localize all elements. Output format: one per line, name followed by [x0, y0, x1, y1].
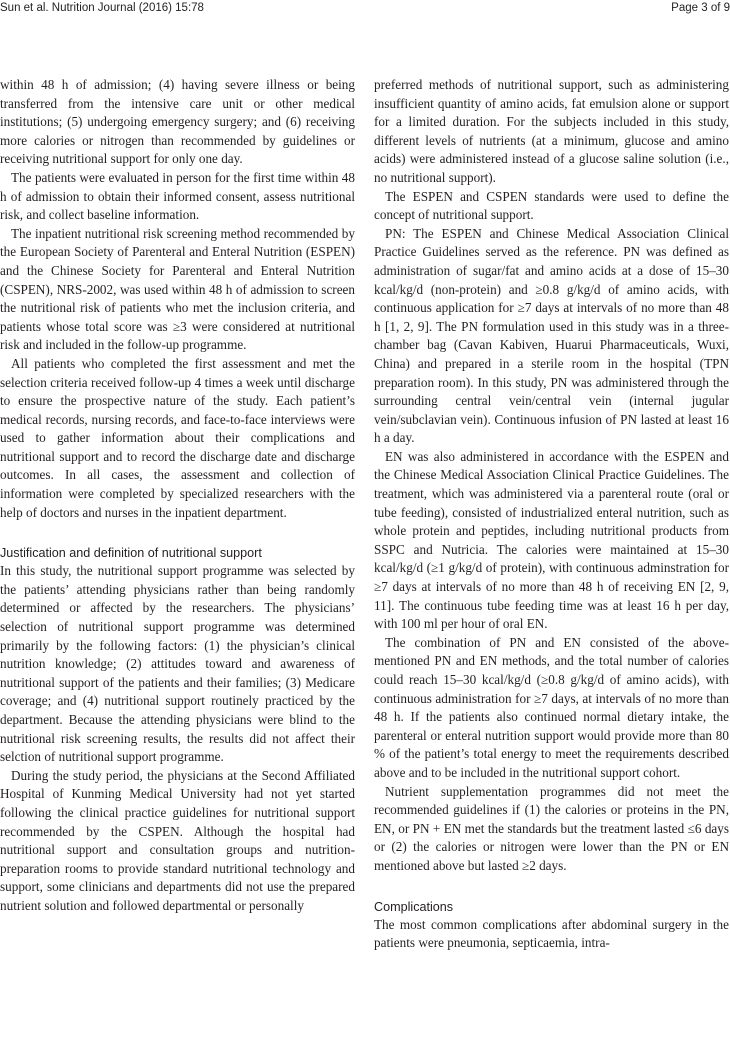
paragraph: Nutrient supplementation programmes did not meet the recommended guidelines if (1) the calories or proteins in the PN, EN, or PN + EN met the standards but the treatment lasted ≤6 days or (2) the calories or nitrogen were lower than the PN or EN mentioned above but lasted ≥2 days.: [374, 783, 729, 873]
paragraph: In this study, the nutritional support programme was selected by the patients’ attending physicians rather than being randomly determined or affected by the researchers. The physicians’ selection of nutritional support programme was determined primarily by the following factors: (1) the physician’s clinical nutrition knowledge; (2) attitudes toward and awareness of nutritional support of the patients and their families; (3) Medicare coverage; and (4) nutritional support routinely practiced by the department. Because the attending physicians were blind to the nutritional risk screening results, the results did not affect their selction of nutritional support programme.: [0, 563, 355, 765]
section-heading: Justification and definition of nutritional support: [0, 546, 262, 561]
section-heading: Complications: [374, 899, 454, 914]
paragraph: within 48 h of admission; (4) having severe illness or being transferred from the intensive care unit or other medical institutions; (5) undergoing emergency surgery; and (6) receiving more calories or nitrogen than recommended by guidelines or receiving nutritional support for only one day.: [0, 77, 355, 167]
paragraph: The inpatient nutritional risk screening method recommended by the European Society of Parenteral and Enteral Nutrition (ESPEN) and the Chinese Society for Parenteral and Enteral Nutrition (CSPEN), NRS-2002, was used within 48 h of admission to screen the nutritional risk of patients who met the inclusion criteria, and patients whose total score was ≥3 were considered at nutritional risk and included in the follow-up programme.: [0, 225, 355, 353]
page-number: Page 3 of 9: [671, 2, 730, 14]
paragraph: EN was also administered in accordance with the ESPEN and the Chinese Medical Association Clinical Practice Guidelines. The treatment, which was administered via a parenteral route (oral or tube feeding), consisted of industrialized enteral nutrition, such as whole protein and peptides, including nutritional products from SSPC and Nutricia. The calories were maintained at 15–30 kcal/kg/d (≥1 g/kg/d of protein), with continuous adminstration for ≥7 days at intervals of no more than 48 h of receiving EN [2, 9, 11]. The continuous tube feeding time was at least 16 h per day, with 100 ml per hour of oral EN.: [374, 448, 729, 632]
paragraph: The most common complications after abdominal surgery in the patients were pneumonia, septicaemia, intra-: [374, 916, 729, 951]
paragraph: The combination of PN and EN consisted of the above-mentioned PN and EN methods, and the total number of calories could reach 15–30 kcal/kg/d (≥0.8 g/kg/d of amino acids), with continuous administration for ≥7 days, at intervals of no more than 48 h. If the patients also continued normal dietary intake, the parenteral or enteral nutrition support would provide more than 80 % of the patient’s total energy to meet the requirements described above and to be included in the nutritional support cohort.: [374, 634, 729, 780]
journal-citation: Sun et al. Nutrition Journal (2016) 15:78: [0, 2, 204, 14]
paragraph: preferred methods of nutritional support, such as administering insufficient quantity of amino acids, fat emulsion alone or support for a limited duration. For the subjects included in this study, different levels of nutrients (at a minimum, glucose and amino acids) were administered instead of a glucose saline solution (i.e., no nutritional support).: [374, 77, 729, 185]
paragraph: The ESPEN and CSPEN standards were used to define the concept of nutritional support.: [374, 188, 729, 223]
paragraph: The patients were evaluated in person for the first time within 48 h of admission to obtain their informed consent, assess nutritional risk, and collect baseline information.: [0, 169, 355, 223]
paragraph: During the study period, the physicians at the Second Affiliated Hospital of Kunming Medical University had not yet started following the clinical practice guidelines for nutritional support recommended by the CSPEN. Although the hospital had nutritional support and consultation groups and nutrition-preparation rooms to provide standard nutritional technology and support, some clinicians and departments did not use the prepared nutrient solution and followed departmental or personally: [0, 767, 355, 913]
running-header: [0, 0, 730, 20]
right-column: [374, 76, 729, 953]
paragraph: All patients who completed the first assessment and met the selection criteria received follow-up 4 times a week until discharge to ensure the prospective nature of the study. Each patient’s medical records, nursing records, and face-to-face interviews were used to gather information about their complications and nutritional support and to record the discharge date and discharge outcomes. In all cases, the assessment and collection of information were completed by specialized researchers with the help of doctors and nurses in the inpatient department.: [0, 355, 355, 520]
paragraph: PN: The ESPEN and Chinese Medical Association Clinical Practice Guidelines served as the reference. PN was defined as administration of sugar/fat and amino acids at a dose of 15–30 kcal/kg/d (non-protein) and ≥0.8 g/kg/d of amino acids, with continuous application for ≥7 days at intervals of no more than 48 h [1, 2, 9]. The PN formulation used in this study was in a three-chamber bag (Cavan Kabiven, Huarui Pharmaceuticals, Wuxi, China) and prepared in a sterile room in the hospital (TPN preparation room). In this study, PN was administered through the surrounding central vein/central vein (internal jugular vein/subclavian vein). Continuous infusion of PN lasted at least 16 h a day.: [374, 225, 729, 446]
left-column: [0, 76, 355, 916]
